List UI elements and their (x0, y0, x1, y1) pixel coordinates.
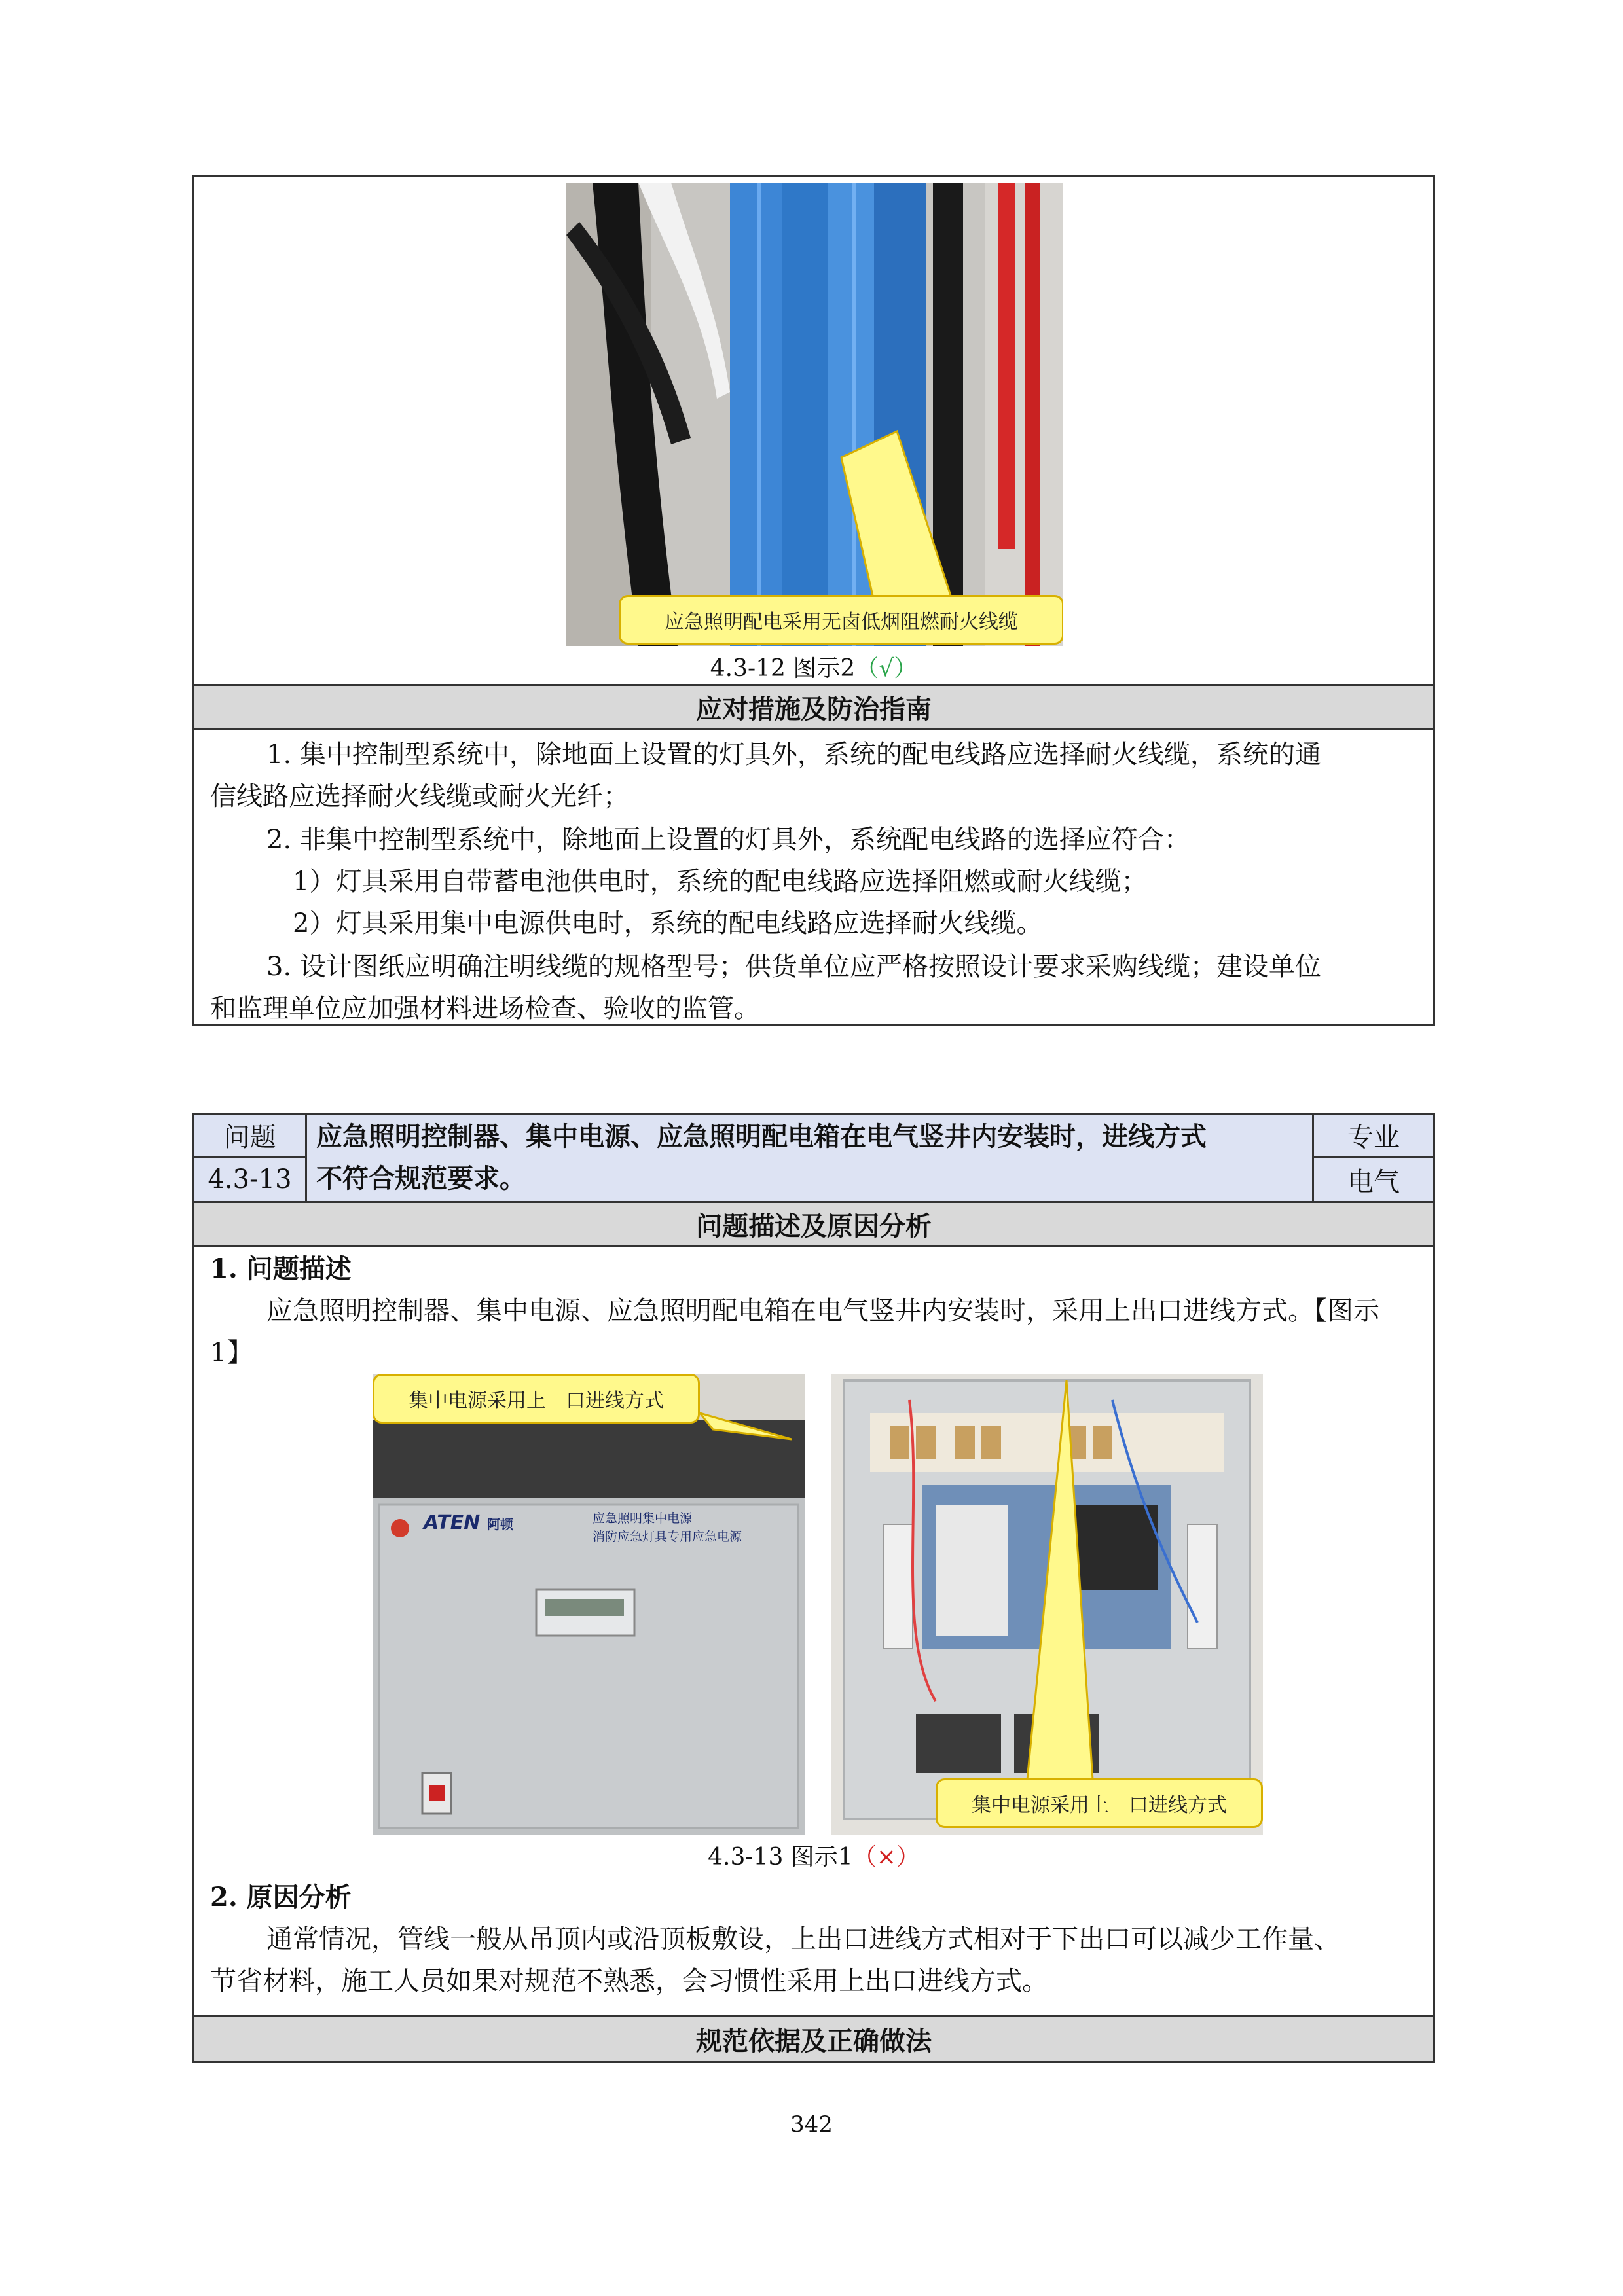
description-line2: 1】 (210, 1338, 253, 1368)
brand-name-cn: 阿顿 (486, 1516, 513, 1532)
issue-title-line2: 不符合规范要求。 (316, 1163, 526, 1194)
unit-label: 应急照明集中电源 (593, 1511, 693, 1526)
problem-section-frame (192, 1113, 1435, 2063)
issue-label-cell (194, 1115, 307, 1158)
top-section-frame (192, 175, 1435, 1026)
issue-label: 问题 (223, 1122, 276, 1153)
specialty-cell (1314, 1158, 1433, 1201)
issue-title-line1: 应急照明控制器、集中电源、应急照明配电箱在电气竖井内安装时，进线方式 (316, 1121, 1207, 1152)
specialty-value: 电气 (1347, 1166, 1400, 1197)
issue-title-cell (307, 1115, 1314, 1201)
measure-2-1: 1）灯具采用自带蓄电池供电时，系统的配电线路应选择阻燃或耐火线缆； (293, 867, 1148, 897)
cause-heading: 2. 原因分析 (210, 1882, 352, 1912)
cabinet-callout: 集中电源采用上 口进线方式 (936, 1778, 1263, 1828)
figure-caption-4-3-13 (194, 1839, 1433, 1872)
brand-logo (424, 1511, 513, 1534)
analysis-header: 问题描述及原因分析 (194, 1201, 1433, 1247)
cable-photo-callout: 应急照明配电采用无卤低烟阻燃耐火线缆 (619, 595, 1063, 645)
basis-header: 规范依据及正确做法 (194, 2015, 1433, 2061)
measure-2: 2. 非集中控制型系统中，除地面上设置的灯具外，系统配电线路的选择应符合： (266, 825, 1190, 855)
specialty-label: 专业 (1347, 1122, 1400, 1153)
caption-text: 4.3-13 图示1 (708, 1844, 853, 1871)
cabinet-photo (831, 1374, 1263, 1835)
measure-1b: 信线路应选择耐火线缆或耐火光纤； (210, 781, 629, 812)
caption-text: 4.3-12 图示2 (710, 655, 856, 682)
issue-id: 4.3-13 (208, 1164, 292, 1194)
description-heading: 1. 问题描述 (210, 1253, 352, 1284)
specialty-label-cell (1314, 1115, 1433, 1158)
figure-caption-4-3-12 (194, 650, 1433, 683)
measure-3a: 3. 设计图纸应明确注明线缆的规格型号；供货单位应严格按照设计要求采购线缆；建设单位 (266, 952, 1321, 982)
measure-1a: 1. 集中控制型系统中，除地面上设置的灯具外，系统的配电线路应选择耐火线缆，系统的通 (266, 740, 1321, 770)
issue-id-cell (194, 1158, 307, 1201)
page-number: 342 (790, 2111, 833, 2138)
brand-name: ATEN (424, 1511, 481, 1534)
cable-photo (566, 183, 1063, 646)
cause-line1: 通常情况，管线一般从吊顶内或沿顶板敷设，上出口进线方式相对于下出口可以减少工作量、 (266, 1924, 1340, 1954)
measures-header: 应对措施及防治指南 (194, 684, 1433, 730)
power-unit-photo (373, 1374, 805, 1835)
wrong-mark: （×） (852, 1844, 920, 1871)
cause-line2: 节省材料，施工人员如果对规范不熟悉，会习惯性采用上出口进线方式。 (210, 1966, 1048, 1996)
unit-sublabel: 消防应急灯具专用应急电源 (593, 1530, 742, 1544)
power-unit-callout: 集中电源采用上 口进线方式 (373, 1374, 700, 1424)
measure-2-2: 2）灯具采用集中电源供电时，系统的配电线路应选择耐火线缆。 (293, 908, 1043, 939)
correct-mark: （√） (855, 655, 918, 682)
measure-3b: 和监理单位应加强材料进场检查、验收的监管。 (210, 994, 760, 1024)
description-line1: 应急照明控制器、集中电源、应急照明配电箱在电气竖井内安装时，采用上出口进线方式。【图示 (266, 1296, 1379, 1326)
